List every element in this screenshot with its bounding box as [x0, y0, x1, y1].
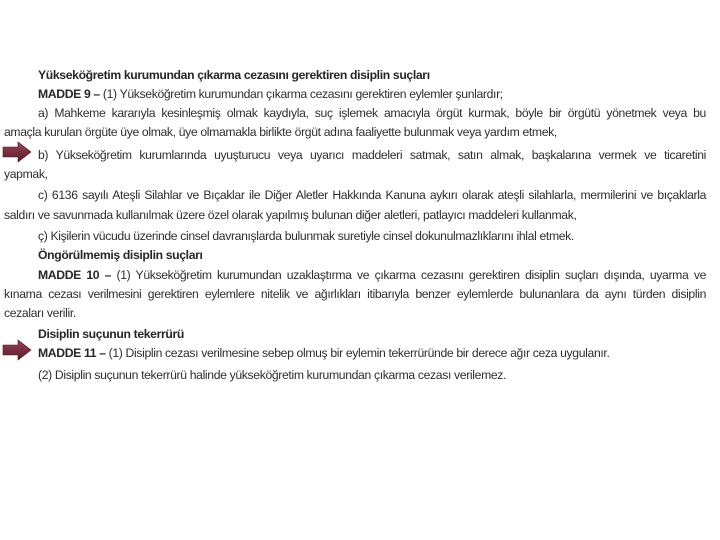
madde-9-intro	[38, 85, 698, 103]
section-title-expulsion: Yükseköğretim kurumundan çıkarma cezasını gerektiren disiplin suçları	[38, 68, 430, 82]
madde-10-heading: MADDE 10 –	[38, 268, 112, 282]
madde-11-line2: (2) Disiplin suçunun tekerrürü halinde yükseköğretim kurumundan çıkarma cezası verilemez.	[38, 368, 507, 382]
madde-9-item-b-line1: b) Yükseköğretim kurumlarında uyuşturucu veya uyarıcı maddeleri satmak, satın almak, başkalarına vermek ve ticaretini	[38, 148, 706, 162]
madde-9-item-c-line1: c) 6136 sayılı Ateşli Silahlar ve Bıçaklar ile Diğer Aletler Hakkında Kanuna aykırı olarak ateşli silahlarla, mermilerini ve bıçaklarla	[38, 188, 706, 202]
section-title-recurrence: Disiplin suçunun tekerrürü	[38, 327, 184, 341]
madde-11-heading: MADDE 11 –	[38, 346, 106, 360]
madde-9-item-a-line1: a) Mahkeme kararıyla kesinleşmiş olmak kaydıyla, suç işlemek amacıyla örgüt kurmak, böyle bir örgütü yönetmek veya bu	[38, 106, 706, 120]
madde-10-line3: cezaları verilir.	[4, 306, 76, 320]
arrow-right-icon	[2, 339, 32, 361]
madde-11-line1-text: (1) Disiplin cezası verilmesine sebep olmuş bir eylemin tekerrüründe bir derece ağır ceza uygulanır.	[105, 346, 610, 360]
madde-9-item-cc-line1: ç) Kişilerin vücudu üzerinde cinsel davranışlarda bulunmak suretiyle cinsel dokunulmazlıklarını ihlal etmek.	[38, 229, 574, 243]
madde-9-item-a-line2: amaçla kurulan örgüte üye olmak, üye olmamakla birlikte örgüt adına faaliyette bulunmak veya yardım etmek,	[4, 125, 557, 139]
madde-10-line1-text: (1) Yükseköğretim kurumundan uzaklaştırma ve çıkarma cezasını gerektiren disiplin suçları dışında, uyarma ve	[111, 268, 706, 282]
madde-9-heading: MADDE 9 –	[38, 87, 100, 101]
madde-10-line1	[38, 266, 706, 284]
madde-9-intro-text: (1) Yükseköğretim kurumundan çıkarma cezasını gerektiren eylemler şunlardır;	[99, 87, 503, 101]
madde-10-line2: kınama cezası verilmesini gerektiren eylemlere nitelik ve ağırlıkları itibarıyla benzer eylemlerde bulunanlara da aynı türden disiplin	[4, 287, 706, 301]
madde-9-item-c-line2: saldırı ve savunmada kullanılmak üzere özel olarak yapılmış bulunan diğer aletleri, patlayıcı maddeleri kullanmak,	[4, 208, 577, 222]
arrow-right-icon	[2, 141, 32, 163]
section-title-unforeseen: Öngörülmemiş disiplin suçları	[38, 248, 203, 262]
madde-9-item-b-line2: yapmak,	[4, 167, 48, 181]
madde-11-line1	[38, 344, 698, 362]
